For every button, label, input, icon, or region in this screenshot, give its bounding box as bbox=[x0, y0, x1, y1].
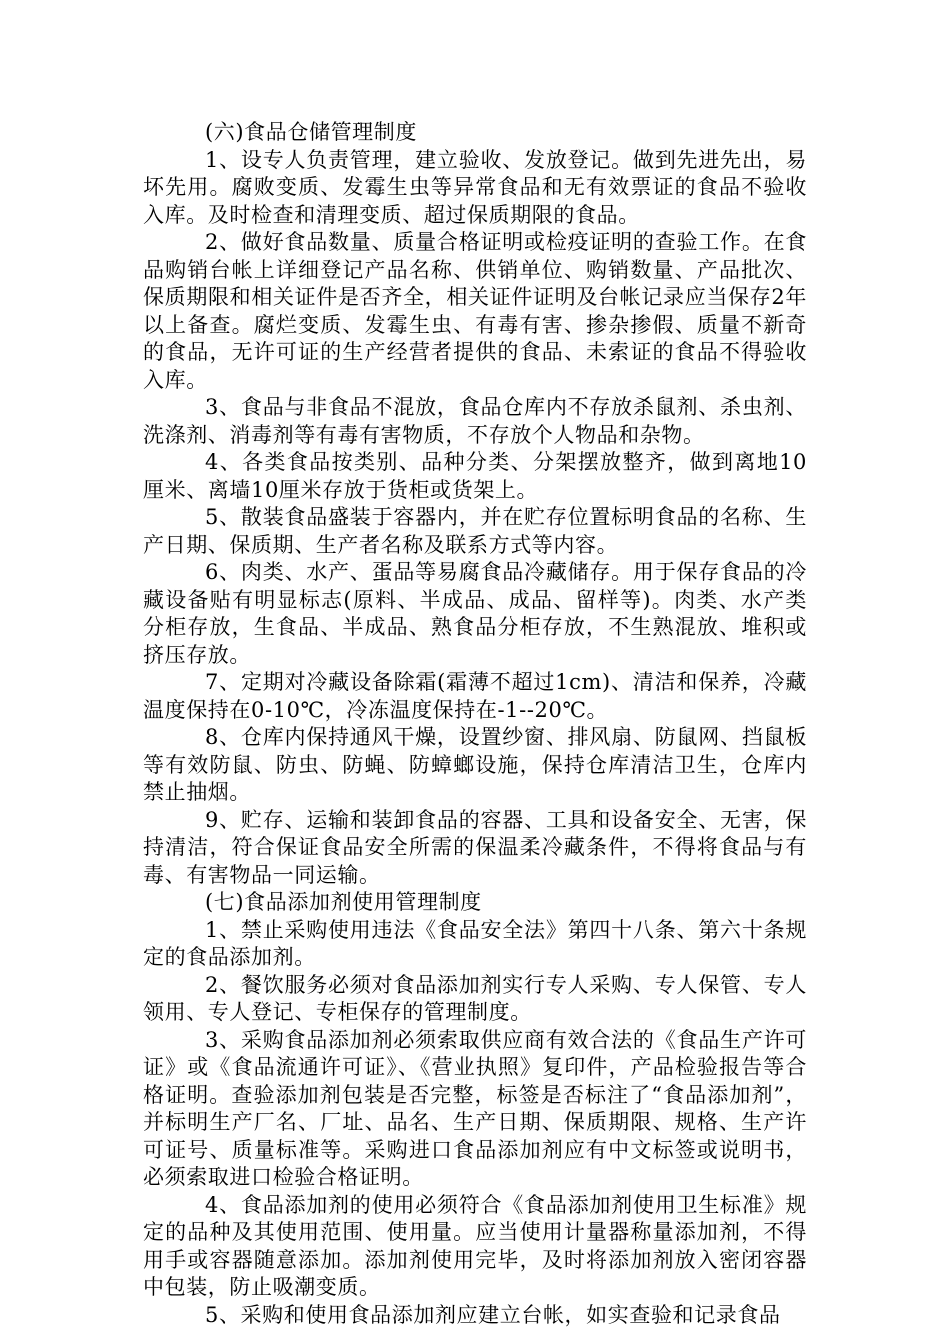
paragraph: 1、禁止采购使用违法《食品安全法》第四十八条、第六十条规定的食品添加剂。 bbox=[143, 917, 807, 969]
paragraph: 2、餐饮服务必须对食品添加剂实行专人采购、专人保管、专人领用、专人登记、专柜保存的管理制度。 bbox=[143, 972, 807, 1024]
paragraph: 4、各类食品按类别、品种分类、分架摆放整齐，做到离地10厘米、离墙10厘米存放于货柜或货架上。 bbox=[143, 450, 807, 502]
paragraph: 2、做好食品数量、质量合格证明或检疫证明的查验工作。在食品购销台帐上详细登记产品名称、供销单位、购销数量、产品批次、保质期限和相关证件是否齐全，相关证件证明及台帐记录应当保存2年以上备查。腐烂变质、发霉生虫、有毒有害、掺杂掺假、质量不新奇的食品，无许可证的生产经营者提供的食品、未索证的食品不得验收入库。 bbox=[143, 230, 807, 392]
paragraph: 6、肉类、水产、蛋品等易腐食品冷藏储存。用于保存食品的冷藏设备贴有明显标志(原料、半成品、成品、留样等)。肉类、水产类分柜存放，生食品、半成品、熟食品分柜存放，不生熟混放、堆积或挤压存放。 bbox=[143, 560, 807, 667]
section-heading: (六)食品仓储管理制度 bbox=[205, 120, 417, 144]
paragraph: 3、采购食品添加剂必须索取供应商有效合法的《食品生产许可证》或《食品流通许可证》、《营业执照》复印件，产品检验报告等合格证明。查验添加剂包装是否完整，标签是否标注了“食品添加剂”，并标明生产厂名、厂址、品名、生产日期、保质期限、规格、生产许可证号、质量标准等。采购进口食品添加剂应有中文标签或说明书，必须索取进口检验合格证明。 bbox=[143, 1027, 807, 1189]
paragraph: 9、贮存、运输和装卸食品的容器、工具和设备安全、无害，保持清洁，符合保证食品安全所需的保温柔冷藏条件，不得将食品与有毒、有害物品一同运输。 bbox=[143, 807, 807, 887]
section-heading: (七)食品添加剂使用管理制度 bbox=[205, 890, 482, 914]
paragraph: 4、食品添加剂的使用必须符合《食品添加剂使用卫生标准》规定的品种及其使用范围、使用量。应当使用计量器称量添加剂，不得用手或容器随意添加。添加剂使用完毕，及时将添加剂放入密闭容器中包装，防止吸潮变质。 bbox=[143, 1192, 807, 1299]
paragraph: 7、定期对冷藏设备除霜(霜薄不超过1cm)、清洁和保养，冷藏温度保持在0-10℃，冷冻温度保持在-1--20℃。 bbox=[143, 670, 807, 722]
paragraph: 5、采购和使用食品添加剂应建立台帐，如实查验和记录食品 bbox=[205, 1302, 781, 1327]
paragraph: 5、散装食品盛装于容器内，并在贮存位置标明食品的名称、生产日期、保质期、生产者名称及联系方式等内容。 bbox=[143, 505, 807, 557]
paragraph: 3、食品与非食品不混放，食品仓库内不存放杀鼠剂、杀虫剂、洗涤剂、消毒剂等有毒有害物质，不存放个人物品和杂物。 bbox=[143, 395, 807, 447]
paragraph: 1、设专人负责管理，建立验收、发放登记。做到先进先出，易坏先用。腐败变质、发霉生虫等异常食品和无有效票证的食品不验收入库。及时检查和清理变质、超过保质期限的食品。 bbox=[143, 147, 807, 227]
document-body bbox=[143, 119, 807, 1329]
paragraph: 8、仓库内保持通风干燥，设置纱窗、排风扇、防鼠网、挡鼠板等有效防鼠、防虫、防蝇、防蟑螂设施，保持仓库清洁卫生，仓库内禁止抽烟。 bbox=[143, 725, 807, 804]
